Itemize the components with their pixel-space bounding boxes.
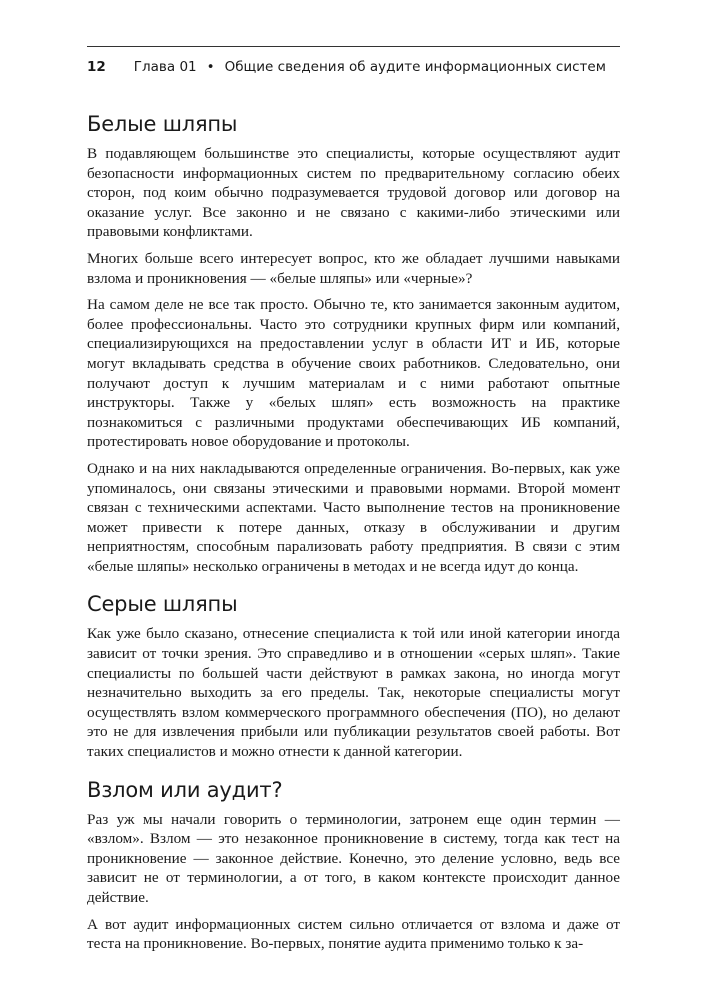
- section-white-hats: [87, 110, 620, 576]
- paragraph: Как уже было сказано, отнесение специалиста к той или иной категории иногда зависит от точки зрения. Это справедливо и в отношении «серых шляп». Такие специалисты по большей части действуют в рамках закона, но иногда могут незначительно выходить за его пределы. Так, некоторые специалисты могут осуществлять взлом коммерческого программного обеспечения (ПО), но делают это не для извлечения прибыли или публикации результатов своей работы. Вот таких специалистов и можно отнести к данной категории.: [87, 625, 620, 761]
- running-header: [87, 46, 620, 79]
- paragraph: Однако и на них накладываются определенные ограничения. Во-первых, как уже упоминалось, они связаны этическими и правовыми нормами. Второй момент связан с техническими аспектами. Часто выполнение тестов на проникновение может привести к потере данных, отказу в обслуживании и другим неприятностям, способным парализовать работу предприятия. В связи с этим «белые шляпы» несколько ограничены в методах и не всегда идут до конца.: [87, 459, 620, 575]
- paragraph: А вот аудит информационных систем сильно отличается от взлома и даже от теста на проникновение. Во-первых, понятие аудита применимо только к за-: [87, 915, 620, 953]
- section-hacking-or-audit: [87, 776, 620, 954]
- header-separator: •: [206, 59, 215, 75]
- paragraph: На самом деле не все так просто. Обычно те, кто занимается законным аудитом, более профессиональны. Часто это сотрудники крупных фирм или компаний, специализирующихся на предоставлении услуг в области ИТ и ИБ, которые могут вкладывать средства в обучение своих работников. Следовательно, они получают доступ к лучшим материалам и с ними работают опытные инструкторы. Также у «белых шляп» есть возможность на практике познакомиться с различными продуктами обеспечивающих ИБ компаний, протестировать новое оборудование и протоколы.: [87, 296, 620, 451]
- section-heading: Серые шляпы: [87, 592, 238, 617]
- chapter-title: Общие сведения об аудите информационных систем: [224, 59, 606, 75]
- section-heading: Белые шляпы: [87, 112, 238, 136]
- section-heading: Взлом или аудит?: [87, 777, 283, 802]
- chapter-label: Глава 01: [133, 59, 197, 75]
- paragraph: Многих больше всего интересует вопрос, кто же обладает лучшими навыками взлома и проникновения — «белые шляпы» или «черные»?: [87, 249, 620, 287]
- section-grey-hats: [87, 590, 620, 761]
- page-number: 12: [87, 59, 106, 75]
- paragraph: В подавляющем большинстве это специалисты, которые осуществляют аудит безопасности информационных систем по предварительному согласию обеих сторон, под коим обычно подразумевается трудовой договор или договор на оказание услуг. Все законно и не связано с какими-либо этическими или правовыми конфликтами.: [87, 145, 620, 241]
- paragraph: Раз уж мы начали говорить о терминологии, затронем еще один термин — «взлом». Взлом — это незаконное проникновение в систему, тогда как тест на проникновение — законное действие. Конечно, это деление условно, ведь все зависит не от терминологии, а от того, в каком контексте происходит данное действие.: [87, 810, 620, 906]
- book-page: [87, 46, 620, 961]
